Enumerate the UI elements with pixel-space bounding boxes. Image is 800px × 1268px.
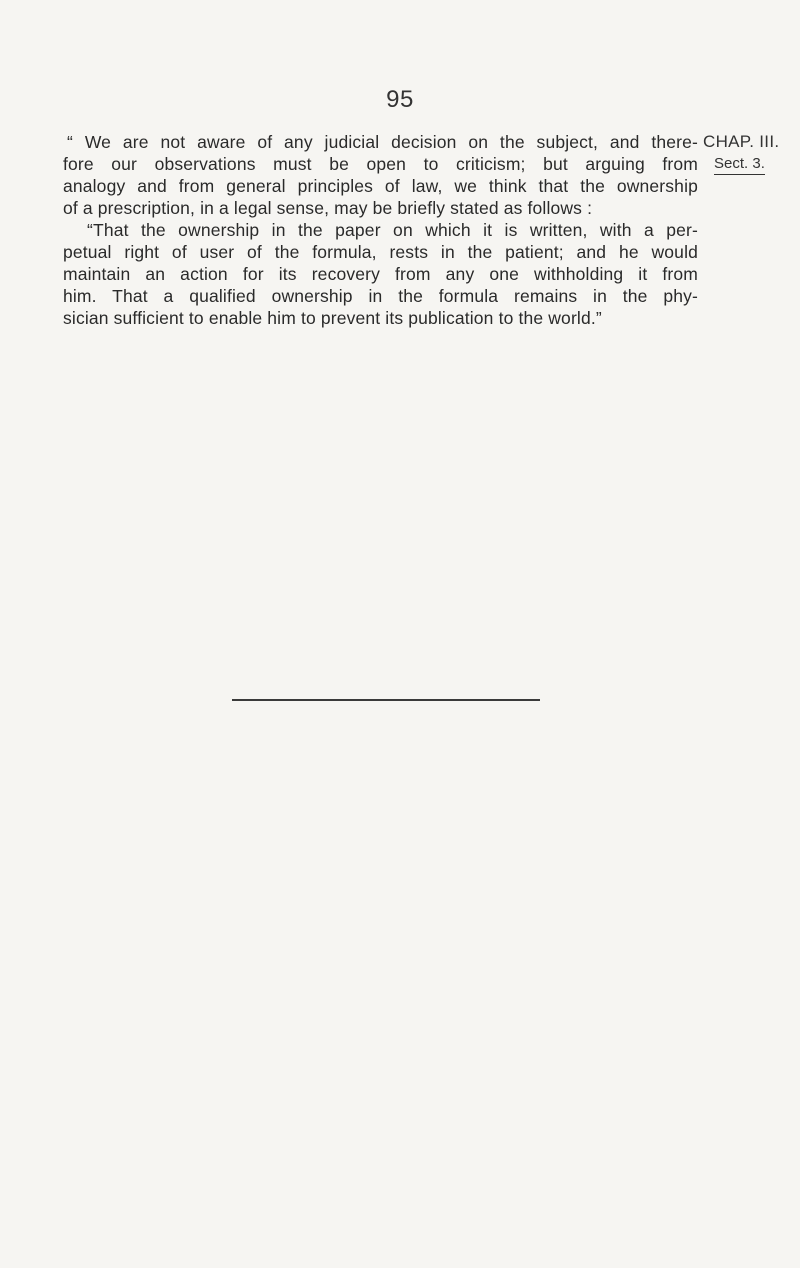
text-line: maintain an action for its recovery from any one withholding it from — [63, 264, 698, 284]
body-text — [63, 131, 698, 329]
text-line: “ We are not aware of any judicial decision on the subject, and there- — [67, 132, 698, 152]
margin-note — [703, 131, 798, 175]
chapter-label: CHAP. III. — [703, 132, 780, 151]
text-line: of a prescription, in a legal sense, may be briefly stated as follows : — [63, 198, 593, 218]
page-number: 95 — [386, 86, 414, 113]
section-divider — [232, 699, 540, 701]
section-label: Sect. 3. — [714, 154, 765, 175]
text-line: sician sufficient to enable him to prevent its publication to the world.” — [63, 308, 602, 328]
text-line: “That the ownership in the paper on which it is written, with a per- — [87, 220, 698, 240]
text-line: petual right of user of the formula, rests in the patient; and he would — [63, 242, 698, 262]
text-line: him. That a qualified ownership in the formula remains in the phy- — [63, 286, 698, 306]
text-line: analogy and from general principles of law, we think that the ownership — [63, 176, 698, 196]
text-line: fore our observations must be open to criticism; but arguing from — [63, 154, 698, 174]
